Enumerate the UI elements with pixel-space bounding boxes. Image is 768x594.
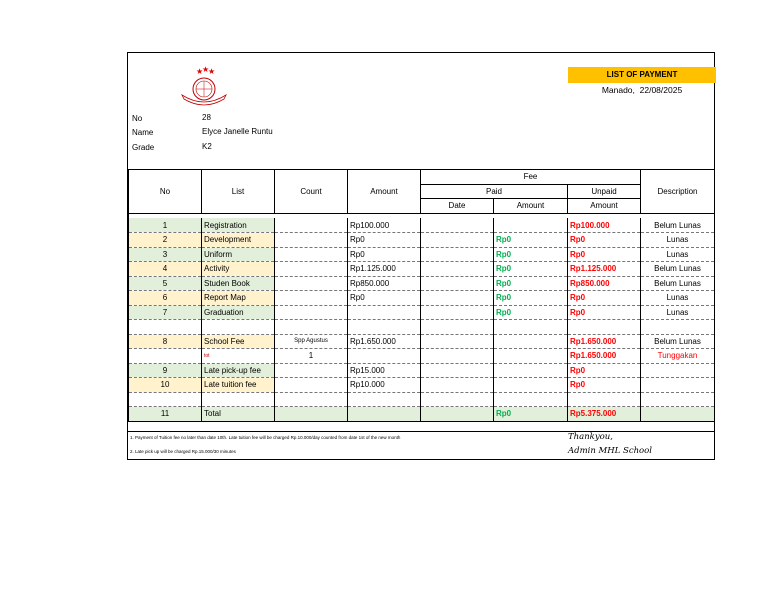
row-unpaid: Rp0 bbox=[568, 247, 641, 262]
date-line bbox=[568, 85, 716, 95]
table-row bbox=[129, 262, 715, 277]
row-paid: Rp0 bbox=[494, 262, 568, 277]
row-amount: Rp0 bbox=[348, 247, 421, 262]
signature-text: Admin MHL School bbox=[568, 446, 653, 456]
spacer-row bbox=[129, 392, 715, 407]
row-list: tot bbox=[202, 349, 275, 364]
row-amount: Rp1.125.000 bbox=[348, 262, 421, 277]
row-amount: Rp100.000 bbox=[348, 218, 421, 233]
row-unpaid: Rp0 bbox=[568, 305, 641, 320]
row-unpaid: Rp1.650.000 bbox=[568, 334, 641, 349]
note-1: 1. Payment of Tuition fee no later than date 10th. Late tuition fee will be charged Rp.10.000/day counted from date 1st of the new month bbox=[130, 435, 401, 440]
row-paid: Rp0 bbox=[494, 291, 568, 306]
school-logo-icon bbox=[176, 65, 232, 111]
grade-label: Grade bbox=[132, 143, 155, 152]
row-description: Lunas bbox=[641, 291, 715, 306]
list-of-payment-title: LIST OF PAYMENT bbox=[568, 67, 716, 83]
row-description: Lunas bbox=[641, 247, 715, 262]
row-unpaid: Rp0 bbox=[568, 233, 641, 248]
note-2: 2. Late pick up will be charged Rp.15.000/30 minutes bbox=[130, 449, 236, 454]
row-amount: Rp0 bbox=[348, 233, 421, 248]
row-no: 2 bbox=[129, 233, 202, 248]
row-amount: Rp10.000 bbox=[348, 378, 421, 393]
row-count bbox=[275, 262, 348, 277]
name-value: Elyce Janelle Runtu bbox=[202, 127, 273, 136]
row-unpaid: Rp0 bbox=[568, 291, 641, 306]
row-date bbox=[421, 276, 494, 291]
row-count bbox=[275, 233, 348, 248]
row-list: Studen Book bbox=[202, 276, 275, 291]
row-no: 7 bbox=[129, 305, 202, 320]
row-list: Late tuition fee bbox=[202, 378, 275, 393]
grade-value: K2 bbox=[202, 142, 212, 151]
row-amount: Rp1.650.000 bbox=[348, 334, 421, 349]
row-unpaid: Rp850.000 bbox=[568, 276, 641, 291]
row-count bbox=[275, 218, 348, 233]
document-date: 22/08/2025 bbox=[639, 85, 683, 95]
school-fee-sub-row bbox=[129, 349, 715, 364]
table-row bbox=[129, 247, 715, 262]
name-label: Name bbox=[132, 128, 154, 137]
row-paid: Rp0 bbox=[494, 276, 568, 291]
svg-text:★: ★ bbox=[208, 67, 216, 76]
row-amount: Rp0 bbox=[348, 291, 421, 306]
table-row bbox=[129, 305, 715, 320]
header-paid: Paid bbox=[421, 184, 568, 199]
row-list: Activity bbox=[202, 262, 275, 277]
row-list: School Fee bbox=[202, 334, 275, 349]
row-amount bbox=[348, 305, 421, 320]
header-paid-amount: Amount bbox=[494, 199, 568, 214]
row-no: 4 bbox=[129, 262, 202, 277]
row-description: Lunas bbox=[641, 233, 715, 248]
row-description: Tunggakan bbox=[641, 349, 715, 364]
table-row bbox=[129, 291, 715, 306]
table-row bbox=[129, 378, 715, 393]
row-date bbox=[421, 233, 494, 248]
row-description: Belum Lunas bbox=[641, 262, 715, 277]
row-list: Graduation bbox=[202, 305, 275, 320]
row-unpaid: Rp0 bbox=[568, 378, 641, 393]
row-unpaid: Rp1.125.000 bbox=[568, 262, 641, 277]
no-value: 28 bbox=[202, 113, 211, 122]
table-row bbox=[129, 218, 715, 233]
row-description: Belum Lunas bbox=[641, 276, 715, 291]
row-count bbox=[275, 305, 348, 320]
row-no: 11 bbox=[129, 407, 202, 422]
row-amount: Rp15.000 bbox=[348, 363, 421, 378]
row-no: 10 bbox=[129, 378, 202, 393]
total-row bbox=[129, 407, 715, 422]
total-paid: Rp0 bbox=[494, 407, 568, 422]
header-date: Date bbox=[421, 199, 494, 214]
row-no: 6 bbox=[129, 291, 202, 306]
table-row bbox=[129, 233, 715, 248]
row-list: Development bbox=[202, 233, 275, 248]
row-unpaid: Rp0 bbox=[568, 363, 641, 378]
row-date bbox=[421, 305, 494, 320]
payment-table-wrap bbox=[128, 169, 714, 422]
row-paid: Rp0 bbox=[494, 233, 568, 248]
notes-section bbox=[128, 431, 714, 460]
row-list: Late pick-up fee bbox=[202, 363, 275, 378]
row-date bbox=[421, 262, 494, 277]
row-unpaid: Rp100.000 bbox=[568, 218, 641, 233]
header-description: Description bbox=[641, 170, 715, 214]
row-paid bbox=[494, 218, 568, 233]
no-label: No bbox=[132, 114, 143, 123]
row-count bbox=[275, 276, 348, 291]
svg-text:★: ★ bbox=[202, 65, 210, 74]
header-unpaid-amount: Amount bbox=[568, 199, 641, 214]
row-no: 3 bbox=[129, 247, 202, 262]
row-count bbox=[275, 247, 348, 262]
header-no: No bbox=[129, 170, 202, 214]
row-date bbox=[421, 291, 494, 306]
row-count bbox=[275, 291, 348, 306]
row-amount: Rp850.000 bbox=[348, 276, 421, 291]
header-amount: Amount bbox=[348, 170, 421, 214]
header-list: List bbox=[202, 170, 275, 214]
header-fee: Fee bbox=[421, 170, 641, 185]
row-no: 1 bbox=[129, 218, 202, 233]
row-description: Belum Lunas bbox=[641, 218, 715, 233]
payment-table bbox=[128, 169, 715, 422]
table-row bbox=[129, 276, 715, 291]
row-count: Spp Agustus bbox=[275, 334, 348, 349]
spacer-row bbox=[129, 320, 715, 335]
row-no: 8 bbox=[129, 334, 202, 349]
row-list: Registration bbox=[202, 218, 275, 233]
row-date bbox=[421, 247, 494, 262]
total-unpaid: Rp5.375.000 bbox=[568, 407, 641, 422]
header-unpaid: Unpaid bbox=[568, 184, 641, 199]
row-description: Belum Lunas bbox=[641, 334, 715, 349]
row-unpaid: Rp1.650.000 bbox=[568, 349, 641, 364]
row-no: 9 bbox=[129, 363, 202, 378]
svg-text:★: ★ bbox=[196, 67, 204, 76]
row-list: Uniform bbox=[202, 247, 275, 262]
row-paid: Rp0 bbox=[494, 305, 568, 320]
city: Manado, bbox=[601, 85, 635, 95]
thanks-text: Thankyou, bbox=[568, 432, 613, 442]
school-fee-row bbox=[129, 334, 715, 349]
header-count: Count bbox=[275, 170, 348, 214]
row-date bbox=[421, 218, 494, 233]
row-description: Lunas bbox=[641, 305, 715, 320]
row-count: 1 bbox=[275, 349, 348, 364]
row-no: 5 bbox=[129, 276, 202, 291]
payment-sheet bbox=[127, 52, 715, 460]
table-row bbox=[129, 363, 715, 378]
row-paid: Rp0 bbox=[494, 247, 568, 262]
row-list: Report Map bbox=[202, 291, 275, 306]
row-list: Total bbox=[202, 407, 275, 422]
